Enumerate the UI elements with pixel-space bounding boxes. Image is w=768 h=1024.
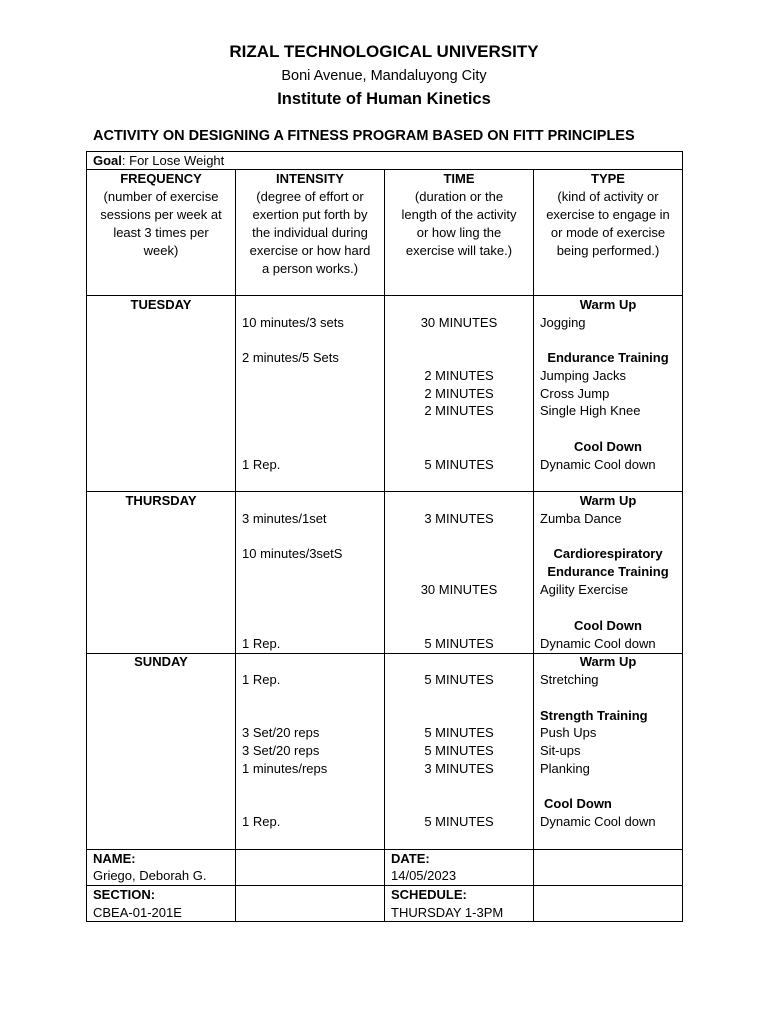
intensity-cell: 1 Rep. (242, 814, 281, 829)
intensity-desc: exertion put forth by (252, 207, 368, 222)
frequency-desc: least 3 times per (113, 225, 209, 240)
type-cell: Sit-ups (540, 743, 581, 758)
intensity-cell: 3 minutes/1set (242, 511, 327, 526)
time-desc: (duration or the (414, 189, 504, 204)
section-heading: Warm Up (579, 493, 637, 508)
goal-label: Goal (93, 153, 122, 168)
section-heading: Warm Up (579, 297, 637, 312)
name-value: Griego, Deborah G. (93, 868, 207, 883)
col-divider-1 (235, 169, 236, 922)
type-cell: Jogging (540, 315, 586, 330)
intensity-cell: 1 Rep. (242, 636, 281, 651)
time-cell: 5 MINUTES (424, 672, 494, 687)
type-cell: Dynamic Cool down (540, 814, 656, 829)
type-desc: (kind of activity or (557, 189, 659, 204)
intensity-cell: 10 minutes/3setS (242, 546, 343, 561)
time-cell: 3 MINUTES (424, 511, 494, 526)
frequency-header: FREQUENCY (120, 171, 202, 186)
type-desc: being performed.) (556, 243, 660, 258)
time-cell: 5 MINUTES (424, 743, 494, 758)
time-cell: 5 MINUTES (424, 636, 494, 651)
time-cell: 5 MINUTES (424, 725, 494, 740)
date-label: DATE: (391, 851, 430, 866)
frequency-desc: sessions per week at (100, 207, 222, 222)
intensity-cell: 1 Rep. (242, 457, 281, 472)
time-cell: 5 MINUTES (424, 814, 494, 829)
time-cell: 30 MINUTES (420, 582, 498, 597)
name-label: NAME: (93, 851, 136, 866)
intensity-cell: 3 Set/20 reps (242, 725, 320, 740)
section-heading: Cool Down (574, 618, 642, 633)
type-header: TYPE (591, 171, 625, 186)
type-desc: or mode of exercise (550, 225, 666, 240)
day-label-tuesday: TUESDAY (130, 297, 192, 312)
type-cell: Planking (540, 761, 590, 776)
intensity-cell: 3 Set/20 reps (242, 743, 320, 758)
intensity-cell: 1 Rep. (242, 672, 281, 687)
intensity-header: INTENSITY (276, 171, 344, 186)
university-name: RIZAL TECHNOLOGICAL UNIVERSITY (229, 42, 539, 61)
activity-title: ACTIVITY ON DESIGNING A FITNESS PROGRAM BASED ON FITT PRINCIPLES (93, 128, 635, 144)
time-desc: exercise will take.) (405, 243, 513, 258)
time-desc: length of the activity (401, 207, 517, 222)
date-value: 14/05/2023 (391, 868, 457, 883)
type-cell: Dynamic Cool down (540, 457, 656, 472)
type-cell: Single High Knee (540, 403, 641, 418)
col-divider-2 (384, 169, 385, 922)
intensity-cell: 10 minutes/3 sets (242, 315, 344, 330)
section-heading: Cardiorespiratory (553, 546, 663, 561)
section-label: SECTION: (93, 887, 156, 902)
time-cell: 5 MINUTES (424, 457, 494, 472)
intensity-cell: 2 minutes/5 Sets (242, 350, 339, 365)
time-cell: 2 MINUTES (424, 403, 494, 418)
type-cell: Zumba Dance (540, 511, 622, 526)
type-cell: Push Ups (540, 725, 597, 740)
intensity-desc: exercise or how hard (249, 243, 371, 258)
section-value: CBEA-01-201E (93, 905, 182, 920)
section-heading: Warm Up (579, 654, 637, 669)
frequency-desc: week) (143, 243, 179, 258)
section-heading: Cool Down (574, 439, 642, 454)
section-heading: Cool Down (544, 796, 612, 811)
schedule-value: THURSDAY 1-3PM (391, 905, 504, 920)
type-desc: exercise to engage in (546, 207, 670, 222)
day-label-thursday: THURSDAY (125, 493, 197, 508)
time-cell: 30 MINUTES (420, 315, 498, 330)
type-cell: Cross Jump (540, 386, 610, 401)
goal-value: : For Lose Weight (121, 153, 225, 168)
intensity-desc: (degree of effort or (256, 189, 364, 204)
section-heading: Strength Training (540, 708, 648, 723)
section-heading: Endurance Training (547, 350, 669, 365)
time-header: TIME (443, 171, 475, 186)
day-label-sunday: SUNDAY (134, 654, 188, 669)
section-heading: Endurance Training (547, 564, 669, 579)
type-cell: Agility Exercise (540, 582, 629, 597)
goal-line (93, 152, 224, 170)
institute-name: Institute of Human Kinetics (277, 90, 491, 108)
type-cell: Jumping Jacks (540, 368, 626, 383)
time-cell: 2 MINUTES (424, 368, 494, 383)
time-desc: or how ling the (416, 225, 502, 240)
schedule-label: SCHEDULE: (391, 887, 467, 902)
table-left-border (86, 151, 87, 922)
university-address: Boni Avenue, Mandaluyong City (281, 68, 487, 84)
intensity-desc: a person works.) (261, 261, 359, 276)
intensity-desc: the individual during (252, 225, 368, 240)
frequency-desc: (number of exercise (103, 189, 219, 204)
time-cell: 2 MINUTES (424, 386, 494, 401)
type-cell: Dynamic Cool down (540, 636, 656, 651)
table-right-border (682, 151, 683, 922)
time-cell: 3 MINUTES (424, 761, 494, 776)
type-cell: Stretching (540, 672, 599, 687)
intensity-cell: 1 minutes/reps (242, 761, 328, 776)
